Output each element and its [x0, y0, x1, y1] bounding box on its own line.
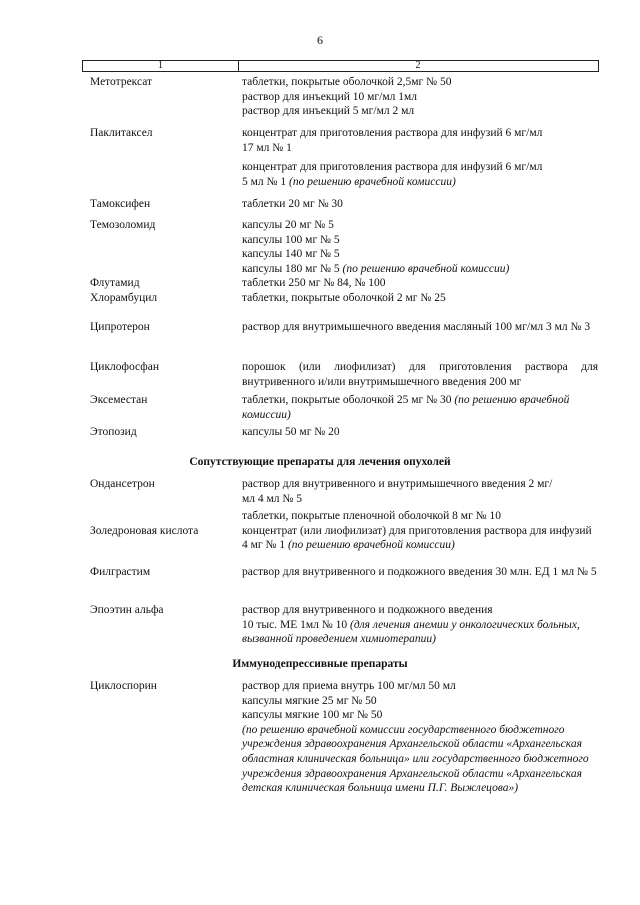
drug-forms [242, 218, 598, 276]
form-text: 5 мл № 1 [242, 175, 289, 188]
drug-form: раствор для внутривенного и подкожного введения [242, 604, 493, 616]
drug-form: таблетки 20 мг № 30 [242, 198, 343, 210]
commission-note: (по решению врачебной комиссии) [287, 539, 455, 552]
drug-forms [242, 291, 598, 306]
drug-name: Циклофосфан [90, 361, 159, 373]
drug-form: капсулы 50 мг № 20 [242, 426, 340, 438]
drug-name: Флутамид [90, 277, 140, 289]
drug-form: раствор для приема внутрь 100 мг/мл 50 мл [242, 680, 456, 692]
drug-forms [242, 320, 598, 335]
form-text: капсулы 180 мг № 5 [242, 262, 343, 275]
drug-form: порошок (или лиофилизат) для приготовления раствора для внутривенного и/или внутримышечного введения 200 мг [242, 361, 598, 388]
drug-form [242, 262, 598, 277]
drug-forms [242, 679, 598, 796]
drug-form: капсулы 20 мг № 5 [242, 219, 334, 231]
drug-form [242, 393, 598, 422]
drug-name: Эксеместан [90, 394, 148, 406]
column-2-header: 2 [415, 60, 421, 71]
commission-note: (по решению врачебной комиссии) [289, 175, 456, 188]
drug-forms [242, 603, 598, 647]
drug-name: Этопозид [90, 426, 137, 438]
drug-forms [242, 75, 598, 119]
drug-name: Хлорамбуцил [90, 292, 158, 304]
drug-name: Циклоспорин [90, 680, 157, 692]
drug-name: Темозоломид [90, 219, 156, 231]
column-1-header: 1 [83, 61, 239, 71]
drug-forms [242, 477, 598, 506]
drug-name: Ципротерон [90, 321, 150, 333]
drug-form [242, 175, 598, 190]
drug-form: капсулы мягкие 25 мг № 50 [242, 694, 377, 707]
drug-form [242, 618, 598, 647]
commission-note: (по решению врачебной комиссии) [242, 394, 570, 421]
drug-form: раствор для инъекций 10 мг/мл 1мл [242, 90, 417, 103]
commission-note: (по решению врачебной комиссии государственного бюджетного учреждения здравоохранения Архангельской области «Архангельская областная клиническая больница» или государственного бюджетного учреждения здравоохранения Архангельской области «Архангельская детская клиническая больница имени П.Г. Выжлецова») [242, 723, 589, 795]
drug-name: Эпоэтин альфа [90, 604, 164, 616]
drug-name: Ондансетрон [90, 478, 155, 490]
drug-name: Паклитаксел [90, 127, 153, 139]
drug-form: таблетки, покрытые пленочной оболочкой 8 мг № 10 [242, 510, 502, 522]
drug-forms [242, 425, 598, 440]
form-text: концентрат (или лиофилизат) для приготовления раствора для инфузий 4 мг № 1 [242, 524, 592, 552]
drug-name: Тамоксифен [90, 198, 151, 210]
drug-name: Золедроновая кислота [90, 525, 199, 537]
drug-forms [242, 276, 598, 291]
commission-note: (по решению врачебной комиссии) [342, 262, 510, 275]
drug-name: Филграстим [90, 566, 151, 578]
drug-form: раствор для внутримышечного введения масляный 100 мг/мл 3 мл № 3 [242, 321, 591, 333]
drug-forms [242, 126, 598, 189]
drug-name: Метотрексат [90, 76, 153, 88]
page-number: 6 [317, 33, 323, 47]
drug-form: концентрат для приготовления раствора для инфузий 6 мг/мл [242, 127, 543, 139]
form-text: 10 тыс. МЕ 1мл № 10 [242, 618, 350, 631]
drug-form: таблетки 250 мг № 84, № 100 [242, 277, 386, 289]
section-title-immunosuppressive: Иммунодепрессивные препараты [232, 658, 408, 670]
drug-form [242, 524, 598, 553]
drug-form: раствор для внутривенного и подкожного введения 30 млн. ЕД 1 мл № 5 [242, 566, 597, 578]
drug-forms [242, 393, 598, 422]
drug-form: таблетки, покрытые оболочкой 2 мг № 25 [242, 292, 446, 304]
drug-forms [242, 565, 598, 580]
drug-forms [242, 360, 598, 389]
indication-note: (для лечения анемии у онкологических больных, вызванной проведением химиотерапии) [242, 618, 580, 646]
drug-form: раствор для внутривенного и внутримышечного введения 2 мг/мл 4 мл № 5 [242, 478, 553, 505]
drug-forms [242, 509, 598, 553]
drug-form: капсулы 100 мг № 5 [242, 233, 340, 246]
drug-form: капсулы 140 мг № 5 [242, 248, 340, 261]
drug-form: капсулы мягкие 100 мг № 50 [242, 709, 383, 722]
drug-form: таблетки, покрытые оболочкой 2,5мг № 50 [242, 76, 452, 88]
drug-form: 17 мл № 1 [242, 141, 292, 154]
drug-form: концентрат для приготовления раствора для инфузий 6 мг/мл [242, 161, 543, 174]
drug-forms [242, 197, 598, 212]
form-text: таблетки, покрытые оболочкой 25 мг № 30 [242, 394, 455, 406]
table-column-header [82, 60, 599, 72]
drug-form: раствор для инъекций 5 мг/мл 2 мл [242, 105, 415, 118]
section-title-supportive: Сопутствующие препараты для лечения опухолей [189, 456, 451, 468]
